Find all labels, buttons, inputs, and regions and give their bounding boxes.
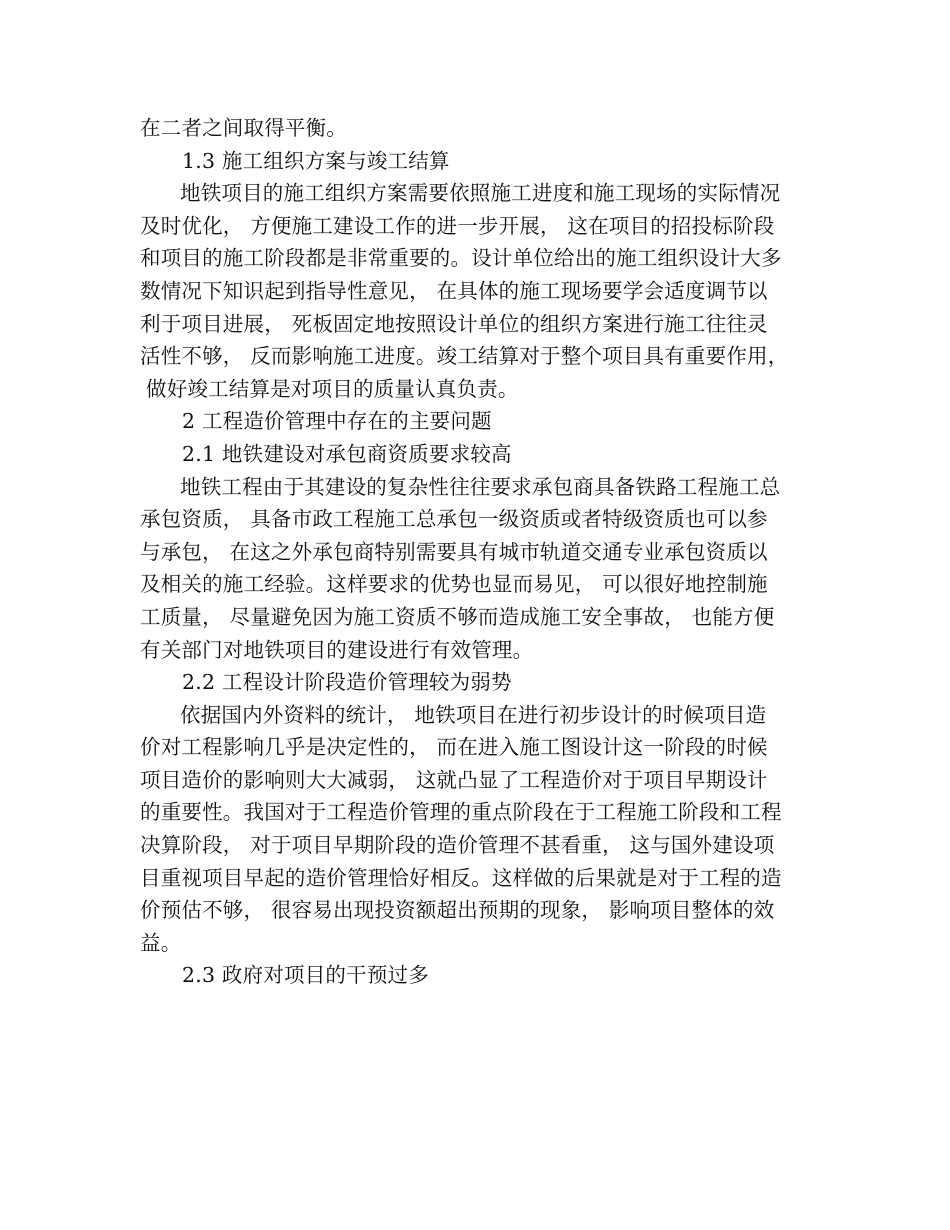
- paragraph-line: 的重要性。我国对于工程造价管理的重点阶段在于工程施工阶段和工程: [140, 800, 782, 825]
- paragraph-line: 利于项目进展， 死板固定地按照设计单位的组织方案进行施工往往灵: [140, 311, 768, 336]
- section-heading-1-3: 1.3 施工组织方案与竣工结算: [182, 148, 450, 173]
- paragraph-line: 价预估不够， 很容易出现投资额超出预期的现象， 影响项目整体的效: [140, 898, 775, 923]
- document-body: [140, 112, 830, 992]
- paragraph-line: 决算阶段， 对于项目早期阶段的造价管理不甚看重， 这与国外建设项: [140, 833, 775, 858]
- section-heading-2-1: 2.1 地铁建设对承包商资质要求较高: [182, 441, 512, 466]
- paragraph-line: 和项目的施工阶段都是非常重要的。设计单位给出的施工组织设计大多: [140, 246, 782, 271]
- paragraph-line: 益。: [140, 930, 182, 955]
- paragraph-line: 数情况下知识起到指导性意见， 在具体的施工现场要学会适度调节以: [140, 278, 768, 303]
- paragraph-line: 地铁工程由于其建设的复杂性往往要求承包商具备铁路工程施工总: [180, 474, 781, 499]
- paragraph-line: 与承包， 在这之外承包商特别需要具有城市轨道交通专业承包资质以: [140, 539, 768, 564]
- paragraph-line: 地铁项目的施工组织方案需要依照施工进度和施工现场的实际情况: [180, 181, 781, 206]
- paragraph-line: 项目造价的影响则大大减弱， 这就凸显了工程造价对于项目早期设计: [140, 767, 768, 792]
- paragraph-line: 承包资质， 具备市政工程施工总承包一级资质或者特级资质也可以参: [140, 507, 768, 532]
- paragraph-line: 有关部门对地铁项目的建设进行有效管理。: [140, 637, 534, 662]
- paragraph-line: 活性不够， 反而影响施工进度。竣工结算对于整个项目具有重要作用，: [140, 344, 789, 369]
- paragraph-line: 做好竣工结算是对项目的质量认真负责。: [146, 376, 519, 401]
- paragraph-line: 依据国内外资料的统计， 地铁项目在进行初步设计的时候项目造: [180, 702, 767, 727]
- paragraph-line: 目重视项目早起的造价管理恰好相反。这样做的后果就是对于工程的造: [140, 865, 782, 890]
- paragraph-line: 及时优化， 方便施工建设工作的进一步开展， 这在项目的招投标阶段: [140, 213, 775, 238]
- section-heading-2: 2 工程造价管理中存在的主要问题: [182, 409, 492, 434]
- section-heading-2-2: 2.2 工程设计阶段造价管理较为弱势: [182, 670, 512, 695]
- paragraph-line: 在二者之间取得平衡。: [140, 116, 347, 140]
- section-heading-2-3: 2.3 政府对项目的干预过多: [182, 963, 429, 988]
- paragraph-line: 及相关的施工经验。这样要求的优势也显而易见， 可以很好地控制施: [140, 572, 768, 597]
- paragraph-line: 工质量， 尽量避免因为施工资质不够而造成施工安全事故， 也能方便: [140, 604, 775, 629]
- paragraph-line: 价对工程影响几乎是决定性的， 而在进入施工图设计这一阶段的时候: [140, 735, 768, 760]
